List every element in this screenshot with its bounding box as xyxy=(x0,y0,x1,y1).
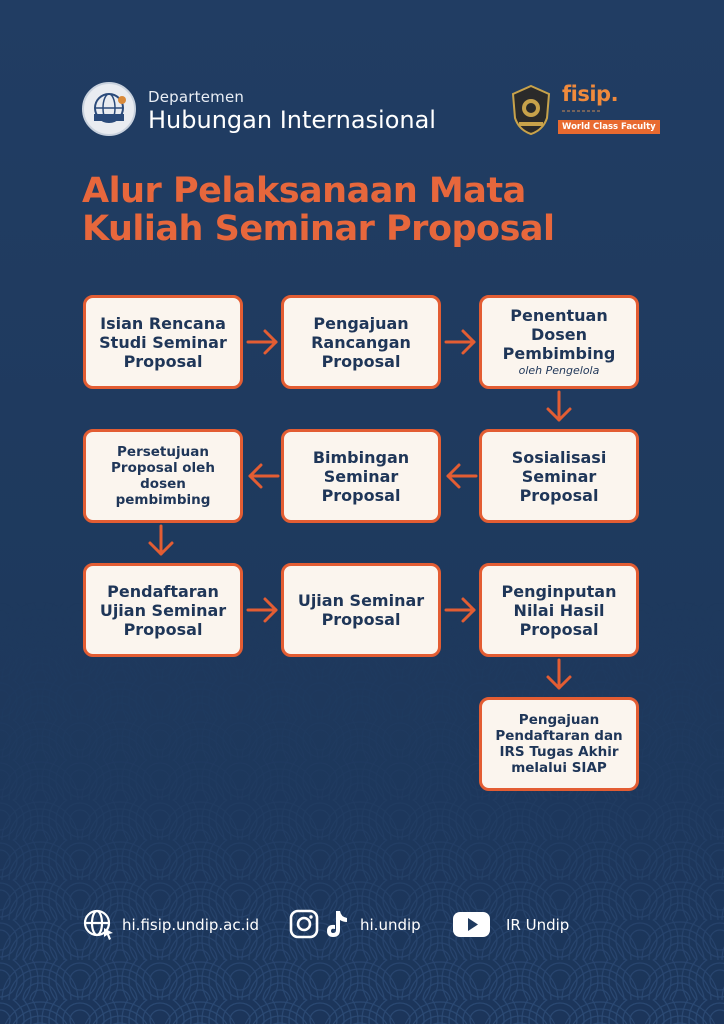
step-note: oleh Pengelola xyxy=(518,364,600,377)
step-label: Persetujuan Proposal oleh dosen pembimbing xyxy=(111,444,215,508)
fisip-logo-text: fisip. xyxy=(562,82,619,106)
step-box-6 xyxy=(83,429,243,523)
website-link[interactable]: hi.fisip.undip.ac.id xyxy=(122,916,260,934)
step-label: Penentuan Dosen Pembimbing xyxy=(502,306,616,363)
step-box-9 xyxy=(479,563,639,657)
step-label: Bimbingan Seminar Proposal xyxy=(312,447,410,505)
step-label: Sosialisasi Seminar Proposal xyxy=(511,447,607,505)
step-label: Penginputan Nilai Hasil Proposal xyxy=(501,581,617,639)
step-box-1 xyxy=(83,295,243,389)
step-box-4 xyxy=(479,429,639,523)
globe-icon xyxy=(82,906,116,946)
step-label: Pengajuan Pendaftaran dan IRS Tugas Akhir melalui SIAP xyxy=(495,712,623,776)
step-label: Pendaftaran Ujian Seminar Proposal xyxy=(99,581,227,639)
step-box-2 xyxy=(281,295,441,389)
step-label: Isian Rencana Studi Seminar Proposal xyxy=(99,313,227,371)
youtube-channel-link[interactable]: IR Undip xyxy=(506,916,570,934)
youtube-icon[interactable] xyxy=(452,906,492,946)
department-logo xyxy=(82,82,136,136)
step-box-5 xyxy=(281,429,441,523)
step-box-8 xyxy=(281,563,441,657)
step-box-10 xyxy=(479,697,639,791)
tiktok-icon[interactable] xyxy=(322,906,350,946)
department-name: Hubungan Internasional xyxy=(148,106,436,134)
step-label: Ujian Seminar Proposal xyxy=(297,591,425,629)
fisip-logo xyxy=(558,82,656,138)
step-box-7 xyxy=(83,563,243,657)
social-handle-link[interactable]: hi.undip xyxy=(360,916,421,934)
department-label: Departemen xyxy=(148,88,245,106)
page-title xyxy=(82,172,682,248)
page-title-line-2: Kuliah Seminar Proposal xyxy=(82,209,555,249)
fisip-logo-underline xyxy=(562,108,602,116)
step-label: Pengajuan Rancangan Proposal xyxy=(311,313,411,371)
university-seal-logo xyxy=(510,84,552,136)
page-title-line-1: Alur Pelaksanaan Mata xyxy=(82,171,526,211)
header xyxy=(82,82,656,138)
fisip-tagline-badge: World Class Faculty xyxy=(558,120,660,134)
footer xyxy=(82,906,642,946)
instagram-icon[interactable] xyxy=(288,906,320,946)
step-box-3 xyxy=(479,295,639,389)
